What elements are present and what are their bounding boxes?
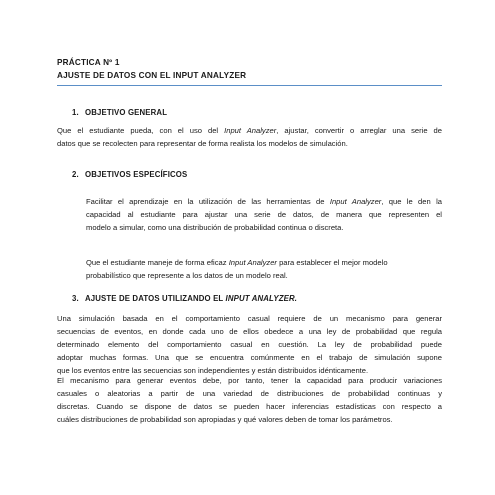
section-heading-objetivos-especificos <box>72 170 187 179</box>
section-number: 2. <box>72 170 79 179</box>
section-heading-ajuste-de-datos <box>72 294 297 303</box>
text-line: El mecanismo para generar eventos debe, por tanto, tener la capacidad para producir variaciones <box>57 376 442 385</box>
text-line: discretas. Cuando se dispone de datos se pueden hacer inferencias estadísticas con respecto a <box>57 402 442 411</box>
text-run: , que le den la <box>381 197 442 206</box>
objetivo-especifico-2 <box>86 256 416 282</box>
text-line: casuales o aleatorias a partir de una variedad de distribuciones de probabilidad continuas y <box>57 389 442 398</box>
text-run: Que el estudiante maneje de forma eficaz <box>86 258 229 267</box>
text-line: Una simulación basada en el comportamiento casual requiere de un mecanismo para generar <box>57 314 442 323</box>
text-line: datos que se recolecten para representar de forma realista los modelos de simulación. <box>57 139 348 148</box>
header-divider <box>57 85 442 86</box>
ajuste-paragraph-2 <box>57 374 442 426</box>
document-header <box>57 56 442 82</box>
text-run: para establecer el mejor modelo <box>276 258 388 267</box>
section-title: OBJETIVO GENERAL <box>85 108 168 117</box>
practice-number: PRÁCTICA Nº 1 <box>57 58 120 67</box>
text-line: adoptar muchas formas. Una que se encuentra comúnmente en el trabajo de simulación supone <box>57 353 442 362</box>
section-title: AJUSTE DE DATOS UTILIZANDO EL <box>85 294 226 303</box>
section-heading-objetivo-general <box>72 108 167 117</box>
ajuste-paragraph-1 <box>57 312 442 377</box>
text-line: modelo a simular, como una distribución de probabilidad continua o discreta. <box>86 223 344 232</box>
section-number: 3. <box>72 294 79 303</box>
objetivo-especifico-1 <box>86 195 442 234</box>
text-run: , ajustar, convertir o arreglar una serie de <box>276 126 442 135</box>
text-line: determinado elemento del comportamiento casual en cuestión. La ley de probabilidad puede <box>57 340 442 349</box>
section-title-italic: INPUT ANALYZER. <box>225 294 298 303</box>
text-run-italic: Input Analyzer <box>329 197 382 206</box>
text-line: cuáles distribuciones de probabilidad son apropiadas y qué valores deben de tomar los parámetros. <box>57 415 393 424</box>
text-run: Facilitar el aprendizaje en la utilización de las herramientas de <box>86 197 330 206</box>
text-run-italic: Input Analyzer <box>228 258 277 267</box>
text-line: secuencias de eventos, en donde cada uno de ellos obedece a una ley de probabilidad que regula <box>57 327 442 336</box>
text-line: probabilístico que represente a los datos de un modelo real. <box>86 271 288 280</box>
section-number: 1. <box>72 108 79 117</box>
section-title: OBJETIVOS ESPECÍFICOS <box>85 170 188 179</box>
text-line: capacidad al estudiante para ajustar una serie de datos, de manera que representen el <box>86 210 442 219</box>
text-run: Que el estudiante pueda, con el uso del <box>57 126 225 135</box>
objetivo-general-paragraph <box>57 124 442 150</box>
text-line: que los eventos entre las secuencias son independientes y están distribuidos idénticamente. <box>57 366 369 375</box>
practice-title: AJUSTE DE DATOS CON EL INPUT ANALYZER <box>57 71 247 80</box>
text-run-italic: Input Analyzer <box>224 126 277 135</box>
